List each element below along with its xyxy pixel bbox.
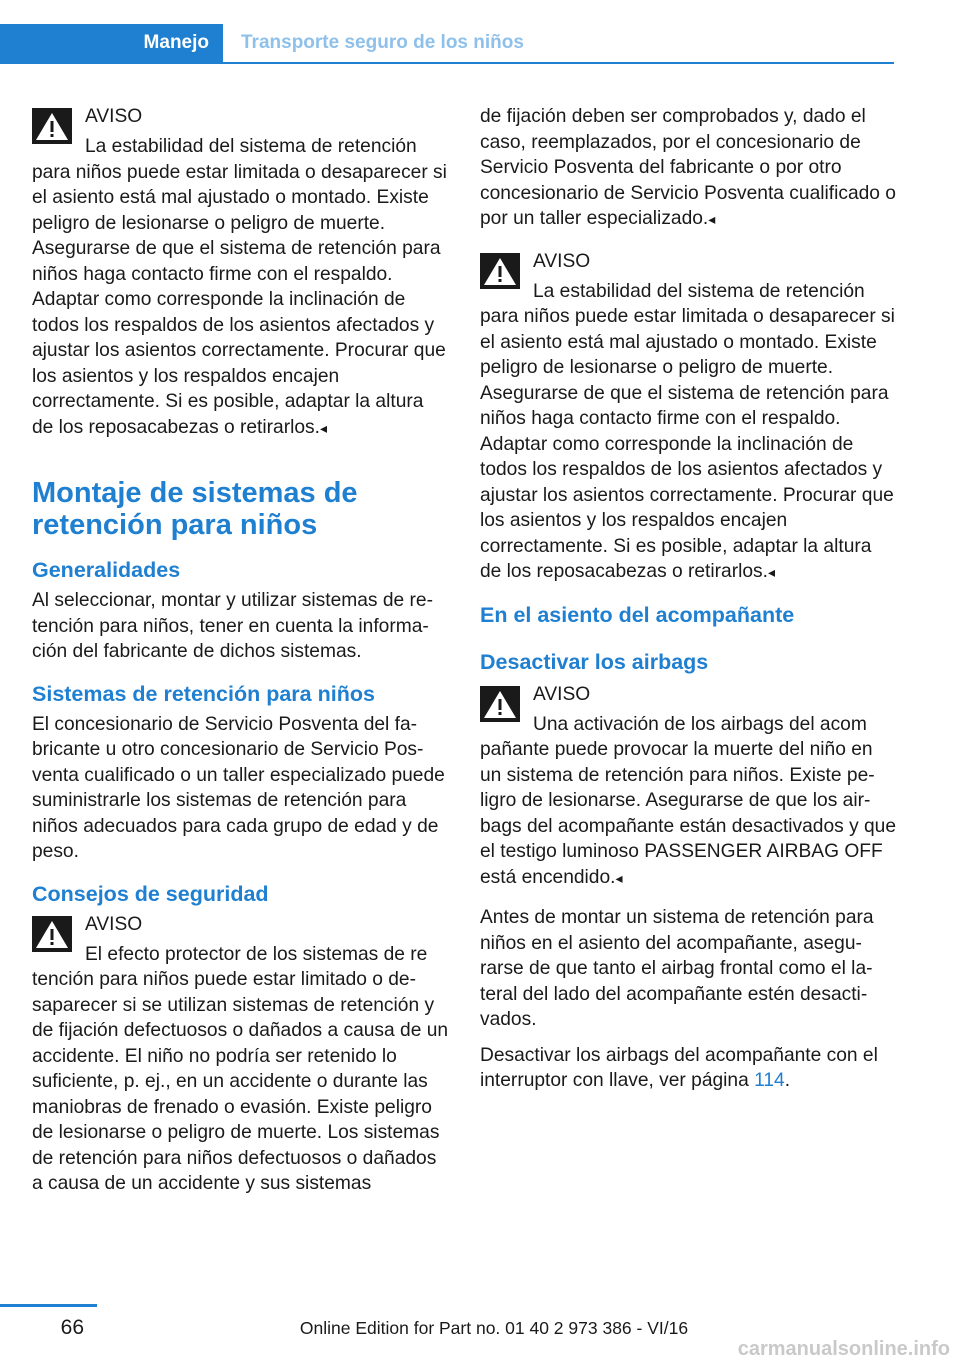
subheading-deactivate-airbags: Desactivar los airbags <box>480 649 709 674</box>
warning-block <box>32 104 450 441</box>
warning-label: AVISO <box>533 683 591 705</box>
warning-triangle-icon <box>480 253 520 289</box>
general-text: Al seleccionar, montar y utilizar sistemas de retención para niños, tener en cuenta la información del fabricante de dichos sistemas. <box>32 590 433 662</box>
warning-first-line: Una activación de los airbags del acom <box>533 713 867 735</box>
warning-first-line: El efecto protector de los sistemas de re <box>85 943 428 965</box>
subheading-passenger-seat: En el asiento del acompañante <box>480 602 795 627</box>
page-header <box>0 24 894 64</box>
warning-triangle-icon <box>32 108 72 144</box>
subheading-safety: Consejos de seguridad <box>32 881 269 906</box>
subheading-general: Generalidades <box>32 558 181 582</box>
header-chapter-title[interactable]: Transporte seguro de los niños <box>241 32 524 53</box>
warning-triangle-icon <box>480 686 520 722</box>
continued-text <box>480 104 898 233</box>
section-heading: Montaje de sistemas de retención para niños <box>32 477 358 541</box>
end-mark: ◂ <box>767 564 775 580</box>
watermark: carmanualsonline.info <box>737 1338 950 1360</box>
warning-block <box>480 249 898 586</box>
warning-text: para niños puede estar limitada o desaparecer si el asiento está mal ajustado o montado. Existe peligro de lesionarse o peligro de muerte. Asegurarse de que el sistema de retención para niños haga contacto firme con el respaldo. Adaptar como corresponde la inclinación de todos los respaldos de los asientos afectados y ajustar los asientos correctamente. Procurar que los asientos y los respaldos encajen correctamente. Si es posible, adaptar la altura de los reposacabezas o retirarlos. <box>480 306 895 582</box>
header-section-title[interactable]: Manejo <box>143 32 209 53</box>
end-mark: ◂ <box>615 869 623 886</box>
warning-first-line: La estabilidad del sistema de retención <box>533 280 865 302</box>
warning-text: tención para niños puede estar limitado o desaparecer si se utilizan sistemas de retención y de fijación defectuosos o dañados a causa de un accidente. El niño no podría ser retenido lo suficiente, p. ej., en un accidente o durante las maniobras de frenado o evasión. Existe peligro de lesionarse o peligro de muerte. Los sistemas de retención para niños defectuosos o dañados a causa de un accidente y sus sistemas <box>32 969 449 1194</box>
warning-label: AVISO <box>533 250 591 272</box>
paragraph-end-punctuation: . <box>784 1070 791 1091</box>
warning-block <box>480 682 898 892</box>
end-mark: ◂ <box>708 211 716 227</box>
systems-text: El concesionario de Servicio Posventa del fabricante u otro concesionario de Servicio Posventa cualificado o un taller especializado puede suministrarle los sistemas de retención para niños adecuados para cada grupo de edad y de peso. <box>32 713 445 862</box>
warning-block <box>32 912 450 1197</box>
warning-first-line: La estabilidad del sistema de retención <box>85 136 417 157</box>
warning-label: AVISO <box>85 913 143 935</box>
paragraph-deactivate-airbags <box>480 1043 898 1094</box>
footer-rule <box>0 1304 97 1307</box>
page-number: 66 <box>60 1316 84 1339</box>
warning-label: AVISO <box>85 106 143 127</box>
footer-edition: Online Edition for Part no. 01 40 2 973 386 - VI/16 <box>299 1318 689 1338</box>
warning-triangle-icon <box>32 916 72 952</box>
subheading-systems: Sistemas de retención para niños <box>32 681 375 706</box>
left-column <box>32 104 450 1211</box>
warning-text: para niños puede estar limitada o desaparecer si el asiento está mal ajustado o montado. Existe peligro de lesionarse o peligro de muerte. Asegurarse de que el sistema de retención para niños haga contacto firme con el respaldo. Adaptar como corresponde la inclinación de todos los respaldos de los asientos afectados y ajustar los asientos correctamente. Procurar que los asientos y los respaldos encajen correctamente. Si es posible, adaptar la altura de los reposacabezas o retirarlos. <box>32 161 447 438</box>
continued-text-body: de fijación deben ser comprobados y, dado el caso, reemplazados, por el concesionario de Servicio Posventa del fabricante o por otro concesionario de Servicio Posventa cualificado o por un taller especializado. <box>480 106 896 229</box>
page-reference-link[interactable]: 114 <box>754 1070 785 1091</box>
warning-text: pañante puede provocar la muerte del niño en un sistema de retención para niños. Existe peligro de lesionarse. Asegurarse de que los airbags del acompañante están desactivados y que el testigo luminoso PASSENGER AIRBAG OFF está encendido. <box>480 739 897 888</box>
paragraph-deactivate-airbags-text: Desactivar los airbags del acompañante con el interruptor con llave, ver página <box>480 1044 878 1091</box>
end-mark: ◂ <box>319 419 327 436</box>
right-column <box>480 104 898 1104</box>
paragraph-before-mounting: Antes de montar un sistema de retención para niños en el asiento del acompañante, asegurarse de que tanto el airbag frontal como el lateral del lado del acompañante estén desactivados. <box>480 907 874 1030</box>
